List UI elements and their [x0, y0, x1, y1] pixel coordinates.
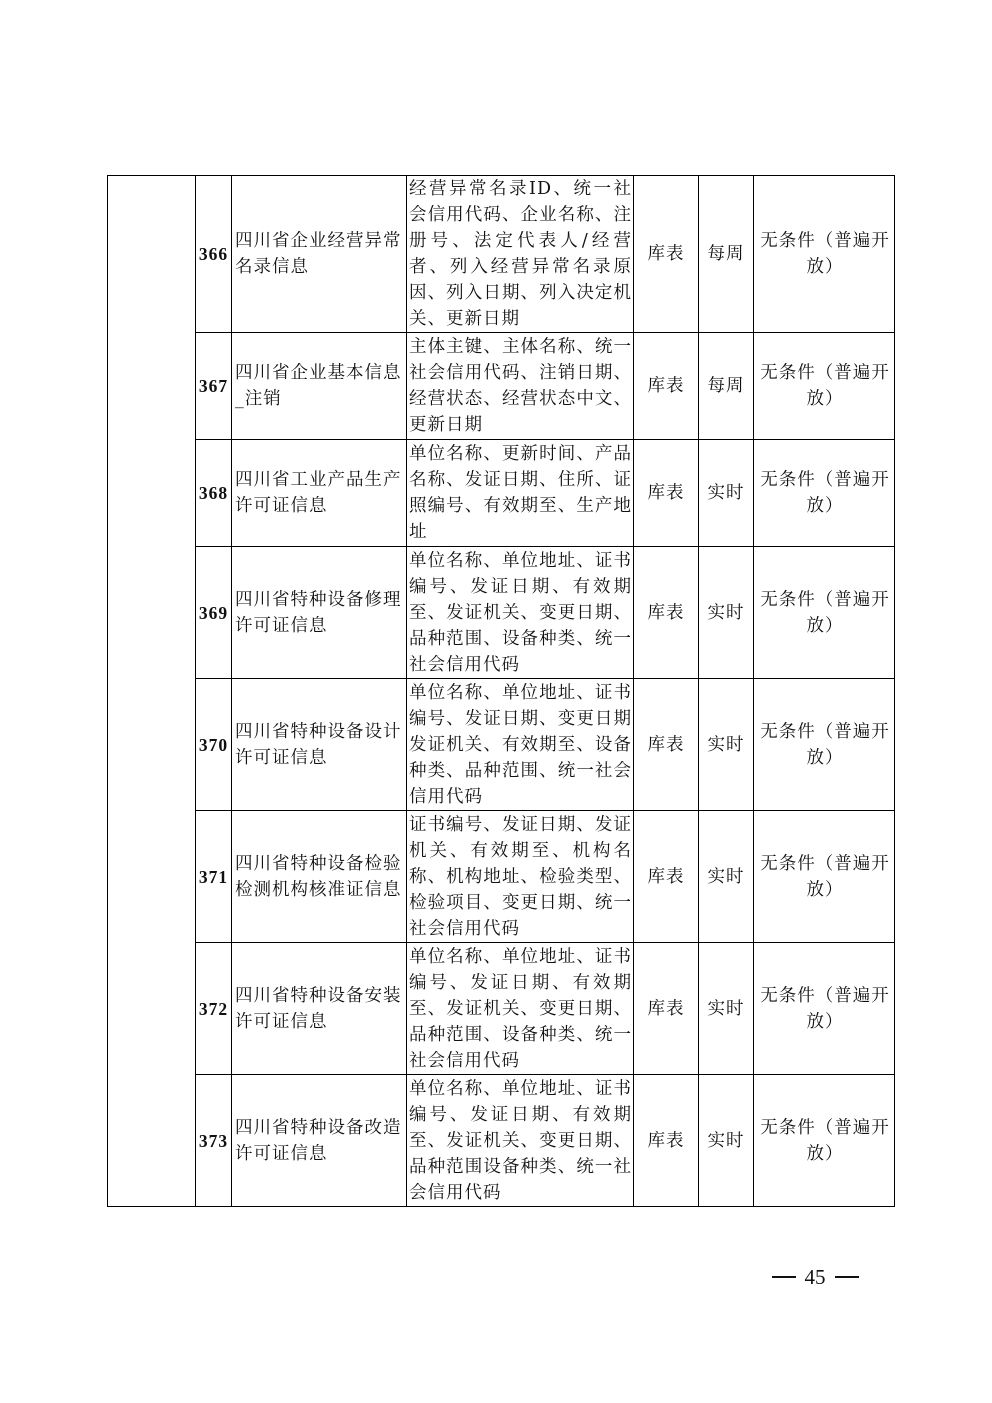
dataset-name: 四川省特种设备修理许可证信息: [232, 547, 407, 679]
data-fields: 单位名称、单位地址、证书编号、发证日期、变更日期发证机关、有效期至、设备种类、品种范围、统一社会信用代码: [407, 679, 634, 811]
resource-type: 库表: [634, 943, 699, 1075]
row-number: 372: [196, 943, 232, 1075]
open-condition: 无条件（普遍开放）: [754, 333, 895, 440]
table-row: [108, 811, 895, 943]
data-fields: 主体主键、主体名称、统一社会信用代码、注销日期、经营状态、经营状态中文、更新日期: [407, 333, 634, 440]
data-fields: 单位名称、单位地址、证书编号、发证日期、有效期至、发证机关、变更日期、品种范围设备种类、统一社会信用代码: [407, 1075, 634, 1207]
update-frequency: 实时: [699, 547, 754, 679]
data-fields: 证书编号、发证日期、发证机关、有效期至、机构名称、机构地址、检验类型、检验项目、变更日期、统一社会信用代码: [407, 811, 634, 943]
row-number: 367: [196, 333, 232, 440]
table-row: [108, 1075, 895, 1207]
dataset-name: 四川省特种设备改造许可证信息: [232, 1075, 407, 1207]
table-body: [108, 176, 895, 1207]
resource-type: 库表: [634, 440, 699, 547]
dataset-name: 四川省企业基本信息_注销: [232, 333, 407, 440]
row-number: 369: [196, 547, 232, 679]
update-frequency: 实时: [699, 1075, 754, 1207]
data-fields: 单位名称、单位地址、证书编号、发证日期、有效期至、发证机关、变更日期、品种范围、设备种类、统一社会信用代码: [407, 943, 634, 1075]
update-frequency: 实时: [699, 811, 754, 943]
row-number: 373: [196, 1075, 232, 1207]
update-frequency: 实时: [699, 943, 754, 1075]
category-cell: [108, 176, 196, 1207]
table-row: [108, 440, 895, 547]
dataset-name: 四川省特种设备设计许可证信息: [232, 679, 407, 811]
row-number: 368: [196, 440, 232, 547]
page-number-text: 45: [804, 1264, 826, 1289]
open-condition: 无条件（普遍开放）: [754, 1075, 895, 1207]
data-fields: 经营异常名录ID、统一社会信用代码、企业名称、注册号、法定代表人/经营者、列入经营异常名录原因、列入日期、列入决定机关、更新日期: [407, 176, 634, 333]
open-condition: 无条件（普遍开放）: [754, 547, 895, 679]
table-row: [108, 333, 895, 440]
open-condition: 无条件（普遍开放）: [754, 811, 895, 943]
open-condition: 无条件（普遍开放）: [754, 943, 895, 1075]
update-frequency: 实时: [699, 679, 754, 811]
table-row: [108, 943, 895, 1075]
open-condition: 无条件（普遍开放）: [754, 176, 895, 333]
update-frequency: 每周: [699, 333, 754, 440]
table-row: [108, 547, 895, 679]
row-number: 371: [196, 811, 232, 943]
update-frequency: 实时: [699, 440, 754, 547]
table-row: [108, 176, 895, 333]
resource-type: 库表: [634, 679, 699, 811]
data-catalog-table: [107, 175, 895, 1207]
resource-type: 库表: [634, 176, 699, 333]
data-fields: 单位名称、单位地址、证书编号、发证日期、有效期至、发证机关、变更日期、品种范围、设备种类、统一社会信用代码: [407, 547, 634, 679]
resource-type: 库表: [634, 811, 699, 943]
dash-right: [835, 1276, 859, 1278]
dataset-name: 四川省特种设备检验检测机构核准证信息: [232, 811, 407, 943]
open-condition: 无条件（普遍开放）: [754, 440, 895, 547]
resource-type: 库表: [634, 1075, 699, 1207]
row-number: 370: [196, 679, 232, 811]
open-condition: 无条件（普遍开放）: [754, 679, 895, 811]
dataset-name: 四川省企业经营异常名录信息: [232, 176, 407, 333]
dash-left: [772, 1276, 796, 1278]
update-frequency: 每周: [699, 176, 754, 333]
dataset-name: 四川省特种设备安装许可证信息: [232, 943, 407, 1075]
row-number: 366: [196, 176, 232, 333]
resource-type: 库表: [634, 333, 699, 440]
page-number: [760, 1263, 870, 1291]
data-fields: 单位名称、更新时间、产品名称、发证日期、住所、证照编号、有效期至、生产地址: [407, 440, 634, 547]
dataset-name: 四川省工业产品生产许可证信息: [232, 440, 407, 547]
resource-type: 库表: [634, 547, 699, 679]
table-row: [108, 679, 895, 811]
